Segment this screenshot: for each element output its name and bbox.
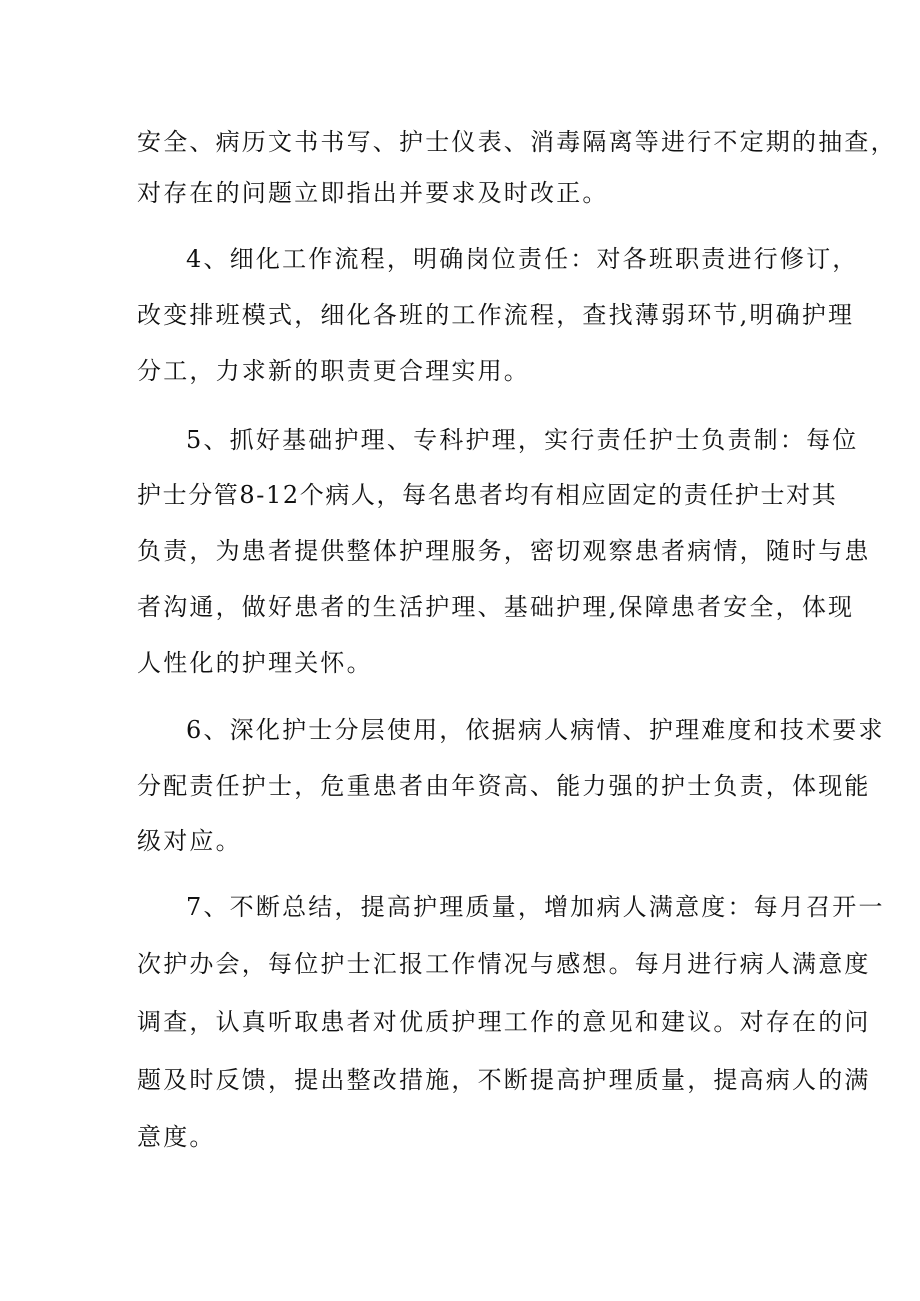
paragraph-line: 安全、病历文书书写、护士仪表、消毒隔离等进行不定期的抽查， <box>137 128 897 156</box>
paragraph-line: 负责，为患者提供整体护理服务，密切观察患者病情，随时与患 <box>137 537 871 565</box>
paragraph-line: 题及时反馈，提出整改措施，不断提高护理质量，提高病人的满 <box>137 1066 871 1094</box>
paragraph-line: 级对应。 <box>137 827 242 855</box>
paragraph-line: 分配责任护士，危重患者由年资高、能力强的护士负责，体现能 <box>137 772 871 800</box>
paragraph-line: 次护办会，每位护士汇报工作情况与感想。每月进行病人满意度 <box>137 950 871 978</box>
paragraph-line: 护士分管8-12个病人，每名患者均有相应固定的责任护士对其 <box>137 481 838 509</box>
paragraph-line: 6、深化护士分层使用，依据病人病情、护理难度和技术要求 <box>186 716 885 744</box>
paragraph-line: 调查，认真听取患者对优质护理工作的意见和建议。对存在的问 <box>137 1008 871 1036</box>
paragraph-line: 者沟通，做好患者的生活护理、基础护理,保障患者安全，体现 <box>137 593 855 621</box>
paragraph-line: 4、细化工作流程，明确岗位责任：对各班职责进行修订， <box>186 245 859 273</box>
paragraph-line: 人性化的护理关怀。 <box>137 649 373 677</box>
paragraph-line: 分工，力求新的职责更合理实用。 <box>137 357 530 385</box>
paragraph-line: 改变排班模式，细化各班的工作流程，查找薄弱环节,明确护理 <box>137 301 855 329</box>
paragraph-line: 5、抓好基础护理、专科护理，实行责任护士负责制：每位 <box>186 426 859 454</box>
paragraph-line: 意度。 <box>137 1123 216 1151</box>
paragraph-line: 对存在的问题立即指出并要求及时改正。 <box>137 179 609 207</box>
paragraph-line: 7、不断总结，提高护理质量，增加病人满意度：每月召开一 <box>186 893 885 921</box>
